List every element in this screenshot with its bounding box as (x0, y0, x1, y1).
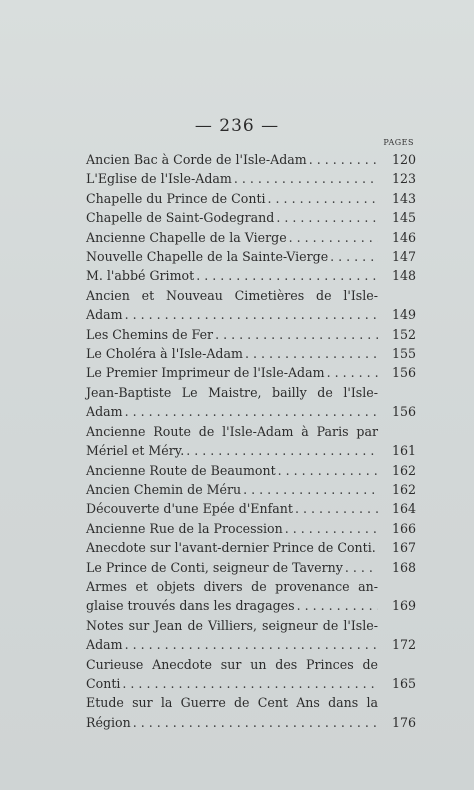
toc-entry (86, 480, 416, 499)
table-of-contents (86, 150, 416, 732)
toc-entry-page: 172 (391, 637, 416, 653)
toc-entry (86, 169, 416, 188)
toc-entry-line (86, 713, 416, 732)
toc-entry-page: 146 (391, 229, 416, 245)
dot-leader (186, 441, 378, 460)
toc-entry-line (86, 499, 416, 518)
toc-entry-title: Nouvelle Chapelle de la Sainte-Vierge (86, 249, 329, 265)
toc-entry-page: 149 (391, 307, 416, 323)
dot-leader (245, 344, 378, 363)
toc-entry (86, 422, 416, 461)
toc-entry (86, 247, 416, 266)
toc-entry-line (86, 635, 416, 654)
toc-entry (86, 189, 416, 208)
dot-leader (309, 150, 378, 169)
toc-entry-page: 162 (391, 481, 416, 497)
toc-entry-page: 156 (391, 365, 416, 381)
toc-entry-page: 155 (391, 346, 416, 362)
toc-entry-title: Adam (86, 307, 123, 323)
toc-entry-title: Ancien et Nouveau Cimetières de l'Isle- (86, 287, 378, 303)
toc-entry-line (86, 247, 416, 266)
toc-entry-line (86, 693, 416, 712)
toc-entry-page: 148 (391, 268, 416, 284)
toc-entry-line (86, 674, 416, 693)
toc-entry-title: Chapelle de Saint-Godegrand (86, 210, 275, 226)
dot-leader (327, 363, 378, 382)
toc-entry-line (86, 538, 416, 557)
toc-entry-title: Armes et objets divers de provenance an- (86, 578, 378, 594)
toc-entry-title: Chapelle du Prince de Conti (86, 190, 266, 206)
toc-entry (86, 616, 416, 655)
toc-entry-page: 168 (391, 559, 416, 575)
toc-entry-title: Ancienne Rue de la Procession (86, 520, 283, 536)
toc-entry-page: 162 (391, 462, 416, 478)
toc-entry-title: Etude sur la Guerre de Cent Ans dans la (86, 695, 378, 711)
dot-leader (297, 596, 378, 615)
toc-entry (86, 693, 416, 732)
toc-entry-title: Curieuse Anecdote sur un des Princes de (86, 656, 378, 672)
toc-entry (86, 228, 416, 247)
toc-entry (86, 208, 416, 227)
toc-entry (86, 577, 416, 616)
toc-entry-title: glaise trouvés dans les dragages (86, 598, 295, 614)
page-number: — 236 — (194, 116, 280, 136)
toc-entry-title: Anecdote sur l'avant-dernier Prince de Conti. (86, 540, 376, 556)
dot-leader (268, 189, 378, 208)
dot-leader (276, 208, 378, 227)
toc-entry-line (86, 558, 416, 577)
pages-column-label: PAGES (383, 138, 414, 147)
toc-entry-title: Ancien Chemin de Méru (86, 481, 242, 497)
toc-entry-line (86, 266, 416, 285)
toc-entry-page: 145 (391, 210, 416, 226)
toc-entry (86, 461, 416, 480)
dot-leader (330, 247, 378, 266)
toc-entry-page: 156 (391, 404, 416, 420)
dot-leader (125, 402, 378, 421)
toc-entry-title: L'Eglise de l'Isle-Adam (86, 171, 232, 187)
toc-entry-page: 164 (391, 501, 416, 517)
toc-entry-line (86, 577, 416, 596)
toc-entry-line (86, 325, 416, 344)
toc-entry-page: 165 (391, 675, 416, 691)
toc-entry-title: Le Prince de Conti, seigneur de Taverny (86, 559, 343, 575)
toc-entry-line (86, 305, 416, 324)
toc-entry-line (86, 286, 416, 305)
toc-entry-line (86, 596, 416, 615)
toc-entry-title: Le Choléra à l'Isle-Adam (86, 346, 243, 362)
dot-leader (278, 461, 378, 480)
dot-leader (196, 266, 378, 285)
dot-leader (289, 228, 378, 247)
toc-entry-title: Les Chemins de Fer (86, 326, 214, 342)
toc-entry (86, 383, 416, 422)
dot-leader (125, 635, 378, 654)
toc-entry (86, 363, 416, 382)
toc-entry (86, 499, 416, 518)
toc-entry (86, 286, 416, 325)
toc-entry-title: Ancienne Route de l'Isle-Adam à Paris par (86, 423, 378, 439)
dot-leader (133, 713, 378, 732)
toc-entry-line (86, 169, 416, 188)
dot-leader (215, 325, 378, 344)
toc-entry-title: Adam (86, 404, 123, 420)
toc-entry-line (86, 441, 416, 460)
toc-entry-line (86, 189, 416, 208)
toc-entry-line (86, 363, 416, 382)
toc-entry-page: 123 (391, 171, 416, 187)
toc-entry (86, 344, 416, 363)
toc-entry-title: Ancienne Chapelle de la Vierge (86, 229, 287, 245)
toc-entry-page: 176 (391, 714, 416, 730)
toc-entry-title: Ancien Bac à Corde de l'Isle-Adam (86, 152, 307, 167)
toc-entry-page: 143 (391, 190, 416, 206)
toc-entry-page: 152 (391, 326, 416, 342)
dot-leader (285, 519, 378, 538)
toc-entry-line (86, 383, 416, 402)
toc-entry-line (86, 344, 416, 363)
toc-entry-line (86, 461, 416, 480)
toc-entry (86, 150, 416, 169)
dot-leader (345, 558, 378, 577)
toc-entry-title: Conti (86, 675, 121, 691)
dot-leader (243, 480, 378, 499)
toc-entry (86, 655, 416, 694)
dot-leader (125, 305, 378, 324)
dot-leader (234, 169, 378, 188)
toc-entry-page: 166 (391, 520, 416, 536)
toc-entry-page: 120 (391, 152, 416, 167)
toc-entry-line (86, 208, 416, 227)
toc-entry (86, 538, 416, 557)
toc-entry-title: Notes sur Jean de Villiers, seigneur de l'Isle- (86, 617, 378, 633)
toc-entry-title: Mériel et Méry. (86, 443, 185, 459)
toc-entry-line (86, 150, 416, 169)
toc-entry-line (86, 655, 416, 674)
toc-entry-page: 161 (391, 443, 416, 459)
toc-entry (86, 519, 416, 538)
dot-leader (295, 499, 378, 518)
toc-entry-page: 147 (391, 249, 416, 265)
toc-entry-page: 169 (391, 598, 416, 614)
toc-entry-line (86, 616, 416, 635)
toc-entry-title: Découverte d'une Epée d'Enfant (86, 501, 293, 517)
toc-entry-page: 167 (391, 540, 416, 556)
toc-entry (86, 266, 416, 285)
toc-entry-line (86, 519, 416, 538)
toc-entry-line (86, 480, 416, 499)
dot-leader (122, 674, 378, 693)
toc-entry (86, 558, 416, 577)
toc-entry-title: Adam (86, 637, 123, 653)
toc-entry-title: Le Premier Imprimeur de l'Isle-Adam (86, 365, 325, 381)
toc-entry (86, 325, 416, 344)
toc-entry-title: Ancienne Route de Beaumont (86, 462, 276, 478)
toc-entry-title: M. l'abbé Grimot (86, 268, 195, 284)
toc-entry-title: Jean-Baptiste Le Maistre, bailly de l'Isle- (86, 384, 378, 400)
toc-entry-title: Région (86, 714, 131, 730)
toc-entry-line (86, 402, 416, 421)
toc-entry-line (86, 228, 416, 247)
toc-entry-line (86, 422, 416, 441)
